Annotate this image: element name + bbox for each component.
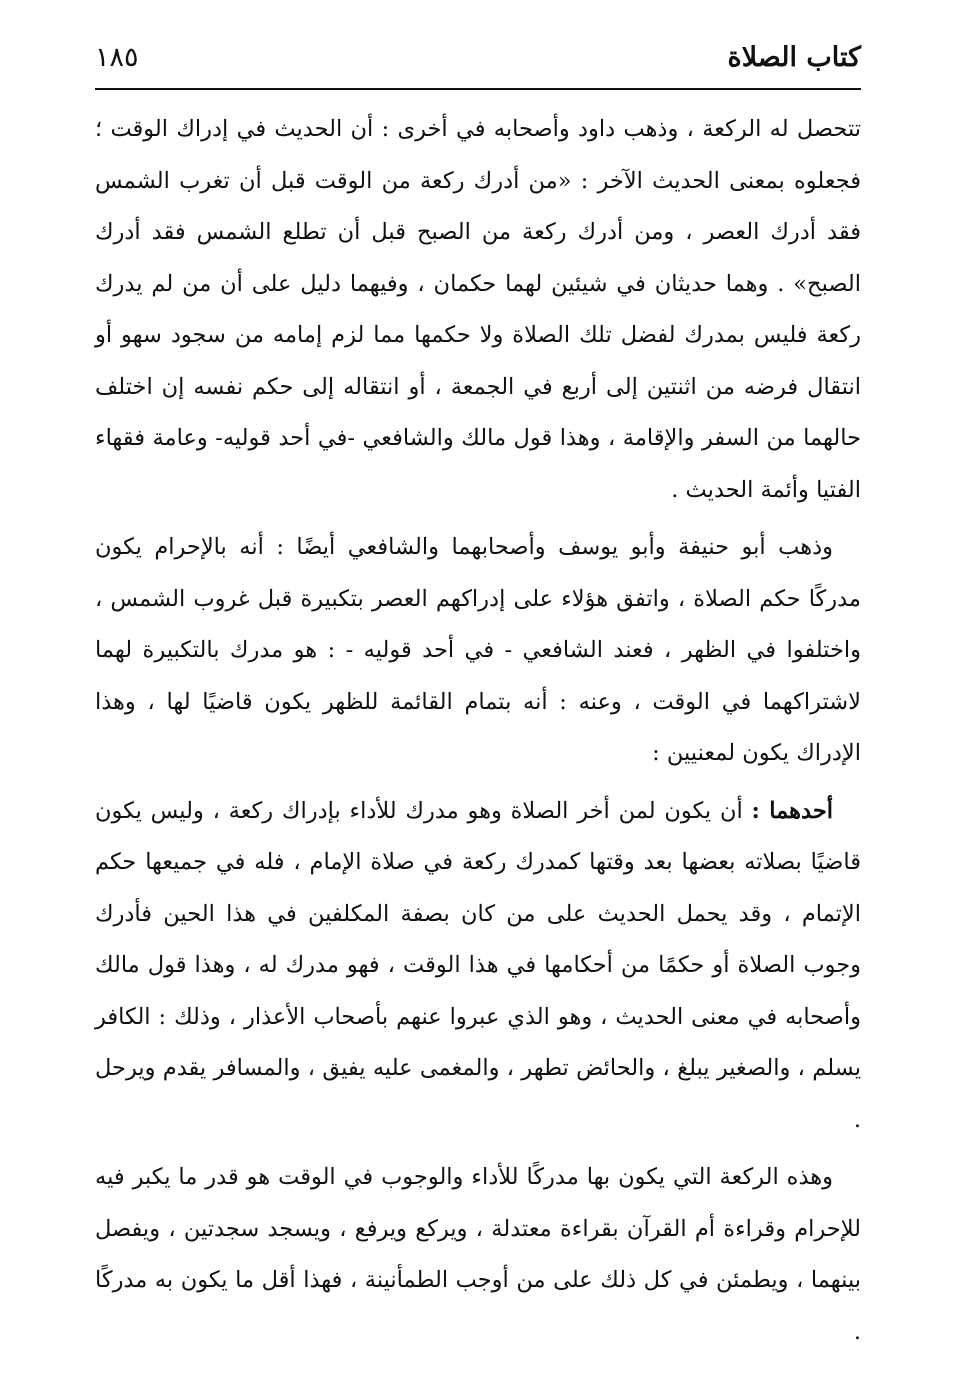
page-header (95, 38, 861, 78)
paragraph-3 (95, 786, 861, 1147)
page-number: ١٨٥ (95, 42, 139, 73)
paragraph-3-text: أن يكون لمن أخر الصلاة وهو مدرك للأداء بإدراك ركعة ، وليس يكون قاضيًا بصلاته بعضها بعد وقتها كمدرك ركعة في صلاة الإمام ، فله في جميعها حكم الإتمام ، وقد يحمل الحديث على من كان بصفة المكلفين في هذا الحين فأدرك وجوب الصلاة أو حكمًا من أحكامها في هذا الوقت ، فهو مدرك له ، وهذا قول مالك وأصحابه في معنى الحديث ، وهو الذي عبروا عنهم بأصحاب الأعذار ، وذلك : الكافر يسلم ، والصغير يبلغ ، والحائض تطهر ، والمغمى عليه يفيق ، والمسافر يقدم ويرحل . (95, 797, 861, 1133)
body-text (95, 104, 861, 1358)
paragraph-4: وهذه الركعة التي يكون بها مدركًا للأداء والوجوب في الوقت هو قدر ما يكبر فيه للإحرام وقراءة أم القرآن بقراءة معتدلة ، ويركع ويرفع ، ويسجد سجدتين ، ويفصل بينهما ، ويطمئن في كل ذلك على من أوجب الطمأنينة ، فهذا أقل ما يكون به مدركًا . (95, 1164, 861, 1345)
header-divider (95, 88, 861, 90)
paragraph-1: تتحصل له الركعة ، وذهب داود وأصحابه في أخرى : أن الحديث في إدراك الوقت ؛ فجعلوه بمعنى الحديث الآخر : «من أدرك ركعة من الوقت قبل أن تغرب الشمس فقد أدرك العصر ، ومن أدرك ركعة من الصبح قبل أن تطلع الشمس فقد أدرك الصبح» . وهما حديثان في شيئين لهما حكمان ، وفيهما دليل على أن من لم يدرك ركعة فليس بمدرك لفضل تلك الصلاة ولا حكمها مما لزم إمامه من سجود سهو أو انتقال فرضه من اثنتين إلى أربع في الجمعة ، أو انتقاله إلى حكم نفسه إن اختلف حالهما من السفر والإقامة ، وهذا قول مالك والشافعي -في أحد قوليه- وعامة فقهاء الفتيا وأئمة الحديث . (95, 116, 861, 503)
book-title: كتاب الصلاة (727, 42, 861, 73)
paragraph-2: وذهب أبو حنيفة وأبو يوسف وأصحابهما والشافعي أيضًا : أنه بالإحرام يكون مدركًا حكم الصلاة ، واتفق هؤلاء على إدراكهم العصر بتكبيرة قبل غروب الشمس ، واختلفوا في الظهر ، فعند الشافعي - في أحد قوليه - : هو مدرك بالتكبيرة لهما لاشتراكهما في الوقت ، وعنه : أنه بتمام القائمة للظهر يكون قاضيًا لها ، وهذا الإدراك يكون لمعنيين : (95, 534, 861, 766)
paragraph-3-lead: أحدهما : (751, 797, 833, 824)
